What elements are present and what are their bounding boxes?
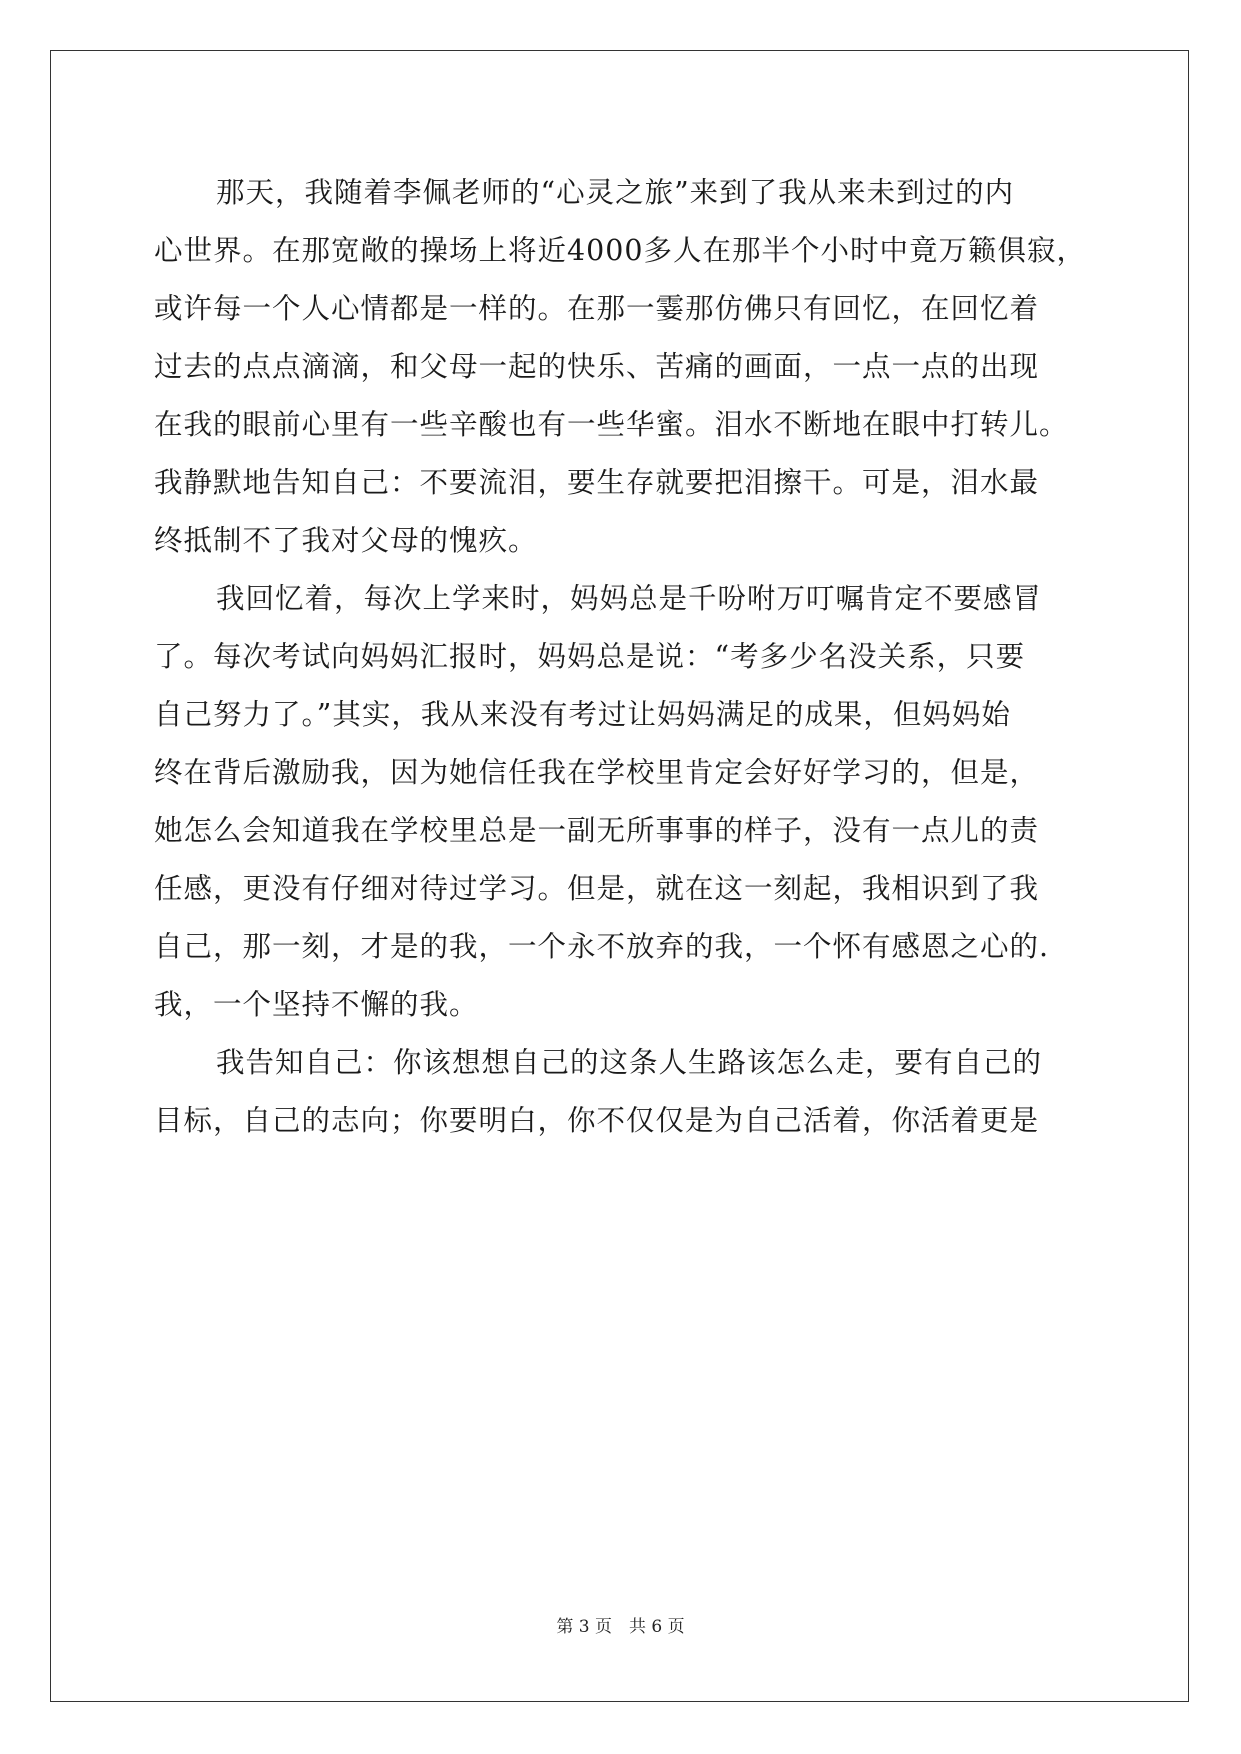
paragraph-2-line-5: 她怎么会知道我在学校里总是一副无所事事的样子，没有一点儿的责 xyxy=(154,814,1040,847)
paragraph-2-line-7: 自己，那一刻，才是的我，一个永不放弃的我，一个怀有感恩之心的. xyxy=(154,930,1050,963)
paragraph-1-line-3: 或许每一个人心情都是一样的。在那一霎那仿佛只有回忆，在回忆着 xyxy=(154,292,1040,325)
paragraph-2-line-4: 终在背后激励我，因为她信任我在学校里肯定会好好学习的，但是， xyxy=(154,756,1040,789)
document-body xyxy=(154,164,1094,1150)
paragraph-1-line-2: 心世界。在那宽敞的操场上将近4000多人在那半个小时中竟万籁俱寂， xyxy=(154,234,1087,267)
paragraph-3-line-2: 目标，自己的志向；你要明白，你不仅仅是为自己活着，你活着更是 xyxy=(154,1104,1040,1137)
paragraph-1-line-4: 过去的点点滴滴，和父母一起的快乐、苦痛的画面，一点一点的出现 xyxy=(154,350,1040,383)
paragraph-2-line-3: 自己努力了。”其实，我从来没有考过让妈妈满足的成果，但妈妈始 xyxy=(154,698,1011,731)
paragraph-1-line-1: 那天，我随着李佩老师的“心灵之旅”来到了我从来未到过的内 xyxy=(216,176,1015,209)
paragraph-2-line-6: 任感，更没有仔细对待过学习。但是，就在这一刻起，我相识到了我 xyxy=(154,872,1040,905)
page-number-footer: 第 3 页 共 6 页 xyxy=(556,1617,685,1637)
paragraph-1-line-7: 终抵制不了我对父母的愧疚。 xyxy=(154,524,538,557)
paragraph-2-line-2: 了。每次考试向妈妈汇报时，妈妈总是说：“考多少名没关系，只要 xyxy=(154,640,1026,673)
paragraph-1-line-6: 我静默地告知自己：不要流泪，要生存就要把泪擦干。可是，泪水最 xyxy=(154,466,1040,499)
paragraph-3-line-1: 我告知自己：你该想想自己的这条人生路该怎么走，要有自己的 xyxy=(216,1046,1043,1079)
paragraph-2-line-1: 我回忆着，每次上学来时，妈妈总是千吩咐万叮嘱肯定不要感冒 xyxy=(216,582,1043,615)
paragraph-1-line-5: 在我的眼前心里有一些辛酸也有一些华蜜。泪水不断地在眼中打转儿。 xyxy=(154,408,1069,441)
paragraph-2-line-8: 我，一个坚持不懈的我。 xyxy=(154,988,479,1021)
